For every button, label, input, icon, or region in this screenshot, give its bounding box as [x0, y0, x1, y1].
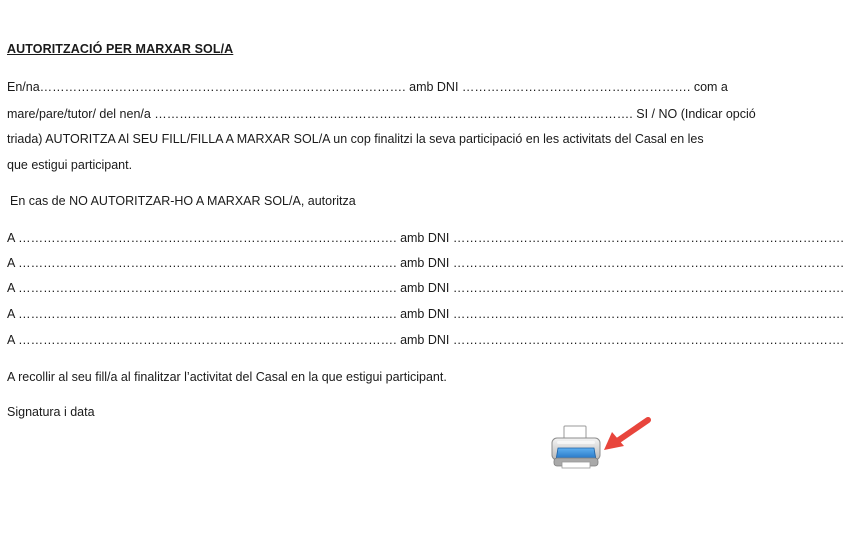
authorized-person-row: A ………………………………………………………………………………. amb DNI …………………………………………………………………………………. [7, 256, 844, 270]
guardian-role-line: mare/pare/tutor/ del nen/a ……………………………………………………………………………………………………. SI / NO (Indicar opció [7, 107, 756, 121]
pickup-line: A recollir al seu fill/a al finalitzar l’activitat del Casal en la que estigui participant. [7, 370, 447, 384]
printer-icon [548, 420, 604, 474]
authorized-person-row: A ………………………………………………………………………………. amb DNI …………………………………………………………………………………. [7, 231, 844, 245]
document-title: AUTORITZACIÓ PER MARXAR SOL/A [7, 42, 234, 56]
arrow-pointer-icon [598, 414, 654, 458]
authorized-person-row: A ………………………………………………………………………………. amb DNI …………………………………………………………………………………. [7, 281, 844, 295]
signature-line: Signatura i data [7, 405, 95, 419]
guardian-name-line: En/na……………………………………………………………………………. amb DNI ………………………………………………. com a [7, 80, 728, 94]
authorized-person-row: A ………………………………………………………………………………. amb DNI …………………………………………………………………………………. [7, 333, 844, 347]
authorized-person-row: A ………………………………………………………………………………. amb DNI …………………………………………………………………………………. [7, 307, 844, 321]
print-button[interactable] [548, 420, 604, 474]
authorization-statement-line: triada) AUTORITZA Al SEU FILL/FILLA A MARXAR SOL/A un cop finalitzi la seva participació en les activitats del Casal en les [7, 132, 704, 146]
alternative-authorization-heading: En cas de NO AUTORITZAR-HO A MARXAR SOL/A, autoritza [10, 194, 356, 208]
participation-line: que estigui participant. [7, 158, 133, 172]
